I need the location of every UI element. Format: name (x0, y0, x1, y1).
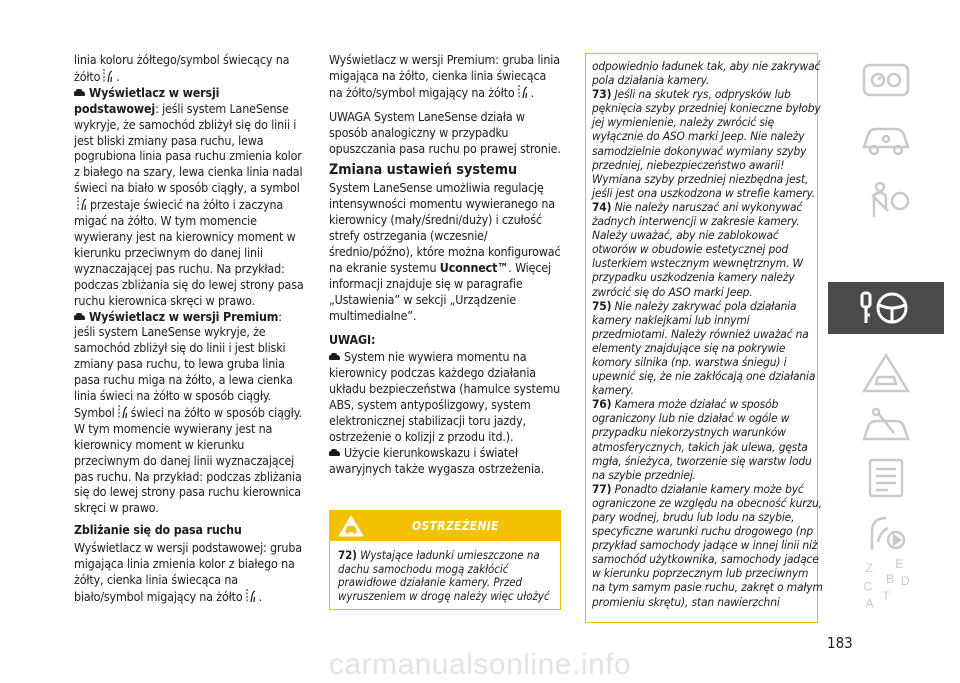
index-letter: E (895, 557, 904, 572)
specifications-icon (856, 457, 916, 499)
sidebar-tab-safety[interactable] (828, 172, 944, 228)
lane-sense-symbol-icon (76, 196, 88, 212)
column-1 (74, 52, 306, 605)
paragraph: Wyświetlacz w wersji Premium: gruba linia migająca na żółto, cienka linia świecąca na żółto/symbol migający na żółto . (329, 52, 560, 100)
page-number: 183 (827, 634, 853, 652)
index-letter: B (886, 572, 895, 587)
heading-notes: UWAGI: (329, 331, 376, 347)
warning-header (330, 511, 560, 541)
paragraph: linia koloru żółtego/symbol świecący na żółto . (74, 52, 290, 84)
paragraph: Użycie kierunkowskazu i świateł awaryjnych także wygasza ostrzeżenia. (329, 444, 544, 476)
paragraph: System nie wywiera momentu na kierownicy podczas każdego działania układu bezpieczeństwa (hamulce systemu ABS, system antypoślizgowy, system elektronicznej stabilizacji toru jazdy, ostrzeżenie o kolizji z przodu itd.). (329, 349, 561, 444)
index-letter: T (882, 588, 890, 603)
warning-car-icon (338, 515, 364, 537)
sidebar-tab-multimedia[interactable] (828, 505, 944, 561)
sidebar-tab-index[interactable] (828, 557, 944, 613)
sidebar-tab-maintenance[interactable] (828, 400, 944, 456)
key-steering-wheel-icon (856, 287, 916, 329)
sidebar-tab-dashboard[interactable] (828, 52, 944, 108)
warning-title: OSTRZEŻENIE (412, 519, 499, 533)
car-icon (329, 449, 341, 458)
sidebar-tab-driving[interactable] (828, 282, 944, 334)
sidebar-tab-emergency[interactable] (828, 345, 944, 401)
multimedia-icon (856, 512, 916, 554)
note-75: 75) Nie należy zakrywać pola działania kamery naklejkami lub innymi przedmiotami. Należy również uważać na elementy znajdujące się na pokrywie komory silnika (np. warstwa śniegu) i upewnić się, że nie zakłócają one działania kamery. (592, 298, 816, 398)
column-3 (585, 59, 824, 609)
lane-sense-symbol-icon (117, 404, 129, 420)
watermark: carmanualsonline.info (328, 648, 632, 681)
car-dashboard-icon (856, 59, 916, 101)
car-icon (329, 353, 341, 362)
index-letters-icon (856, 557, 916, 613)
column-2 (329, 52, 561, 477)
index-letter: Z (865, 560, 873, 575)
heading-system-settings: Zmiana ustawień systemu (329, 162, 518, 179)
car-icon (74, 89, 86, 98)
wrench-car-icon (856, 407, 916, 449)
car-outline-icon (856, 119, 916, 161)
warning-box (329, 510, 561, 610)
index-letter: A (865, 596, 874, 611)
paragraph-premium-display: Wyświetlacz w wersji Premium: jeśli system LaneSense wykryje, że samochód zbliżył się do linii i jest bliski zmiany pasa ruchu, to lewa gruba linia pasa ruchu miga na żółto, a lewa cienka linia świeci na żółto w sposób ciągły. Symbol świeci na żółto w sposób ciągły. W tym momencie wywierany jest na kierownicy moment w kierunku przeciwnym do danej linii wyznaczającej pas ruchu. Na przykład: podczas zbliżania się do lewej strony pasa ruchu kierownica skręci w prawo. (74, 308, 302, 516)
index-letter: C (863, 579, 873, 594)
lane-sense-symbol-icon (102, 68, 114, 84)
note-73: 73) Jeśli na skutek rys, odprysków lub pęknięcia szyby przedniej konieczne byłoby jej wymienienie, należy zwrócić się wyłącznie do ASO marki Jeep. Nie należy samodzielnie dokonywać wymiany szyby przedniej, niebezpieczeństwo awarii! Wymiana szyby przedniej niezbędna jest, jeśli jest ona uszkodzona w strefie kamery. (592, 87, 821, 200)
heading-approaching-lane: Zbliżanie się do pasa ruchu (74, 522, 242, 538)
sidebar-tab-specifications[interactable] (828, 450, 944, 506)
warning-car-icon (856, 352, 916, 394)
car-icon (74, 313, 86, 322)
index-letter: D (900, 574, 910, 588)
note-77: 77) Ponadto działanie kamery może być ograniczone ze względu na obecność kurzu, pary wodnej, brudu lub lodu na szybie, specyficzne warunki ruchu drogowego (np przykład samochody jadące w innej linii niż samochód użytkownika, samochody jadące w kierunku poprzecznym lub przeciwnym na tym samym pasie ruchu, zakręt o małym promieniu skrętu), stan nawierzchni (592, 481, 823, 609)
paragraph-note: UWAGA System LaneSense działa w sposób analogiczny w przypadku opuszczania pasa ruchu po prawej stronie. (329, 108, 561, 156)
note-76: 76) Kamera może działać w sposób ograniczony lub nie działać w ogóle w przypadku niekorzystnych warunków atmosferycznych, takich jak ulewa, gęsta mgła, śnieżyca, tworzenie się warstw lodu na szybie przedniej. (592, 397, 812, 482)
seatbelt-airbag-icon (856, 179, 916, 221)
paragraph-basic-display: Wyświetlacz w wersji podstawowej: jeśli system LaneSense wykryje, że samochód zbliżył się do linii i jest bliski zmiany pasa ruchu, lewa pogrubiona linia pasa ruchu zmienia kolor z białego na szary, lewa cienka linia nadal świeci na biało w sposób ciągły, a symbolprzestaje świecić na żółto i zaczyna migać na żółto. W tym momencie wywierany jest na kierownicy moment w kierunku przeciwnym do danej linii wyznaczającej pas ruchu. Na przykład: podczas zbliżania się do lewej strony pasa ruchu kierownica skręci w prawo. (74, 84, 304, 308)
note-74: 74) Nie należy naruszać ani wykonywać żadnych interwencji w zakresie kamery. Należy uważać, aby nie zablokować otworów w obudowie estetycznej pod lusterkiem wstecznym wewnętrznym. W przypadku uszkodzenia kamery należy zwrócić się do ASO marki Jeep. (592, 199, 803, 299)
lane-sense-symbol-icon (517, 84, 529, 100)
paragraph: Wyświetlacz w wersji podstawowej: gruba migająca linia zmienia kolor z białego na żółty, cienka linia świecąca na biało/symbol migający na żółto . (74, 540, 302, 604)
paragraph: System LaneSense umożliwia regulację intensywności momentu wywieranego na kierownicy (mały/średni/duży) i czułość strefy ostrzegania (wczesnie/średnio/późno), które można konfigurować na ekranie systemu Uconnect™. Więcej informacji znajduje się w paragrafie „Ustawienia” w sekcji „Urządzenie multimedialne”. (329, 180, 561, 323)
warning-text: 72) Wystające ładunki umieszczone na dachu samochodu mogą zakłócić prawidłowe działanie kamery. Przed wyruszeniem w drogę należy więc ułożyć (338, 548, 550, 604)
lane-sense-symbol-icon (245, 588, 257, 604)
sidebar-tab-vehicle[interactable] (828, 112, 944, 168)
paragraph: odpowiednio ładunek tak, aby nie zakrywać pola działania kamery. (592, 59, 821, 88)
